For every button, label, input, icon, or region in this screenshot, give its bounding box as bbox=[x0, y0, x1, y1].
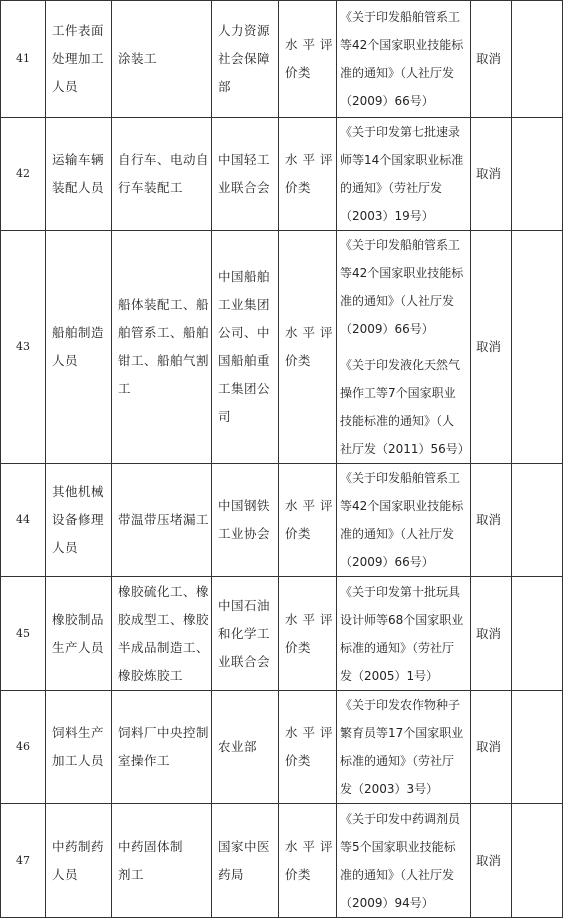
cell-line: 和化学工 bbox=[218, 625, 271, 641]
cell-line: 水 平 评 bbox=[285, 725, 333, 740]
cell-line: 橡胶硫化工、橡 bbox=[118, 583, 210, 599]
cell-line: 半成品制造工、 bbox=[118, 639, 210, 655]
cell-line: 水 平 评 bbox=[285, 37, 333, 52]
remarks-cell bbox=[512, 118, 563, 231]
cell-line: 《关于印发船舶管系工 bbox=[340, 238, 461, 252]
responsible-department bbox=[212, 691, 279, 804]
cell-line: 中国石油 bbox=[218, 597, 271, 613]
occupation-category bbox=[46, 804, 112, 918]
cell-line: 处理加工 bbox=[52, 51, 105, 66]
cell-line: 业联合会 bbox=[218, 653, 271, 669]
cell-line: 人员 bbox=[52, 79, 79, 94]
basis-paragraph bbox=[340, 118, 467, 230]
cell-line: 工集团公 bbox=[218, 381, 271, 396]
table-row bbox=[1, 118, 563, 231]
cell-line: （2003）19号） bbox=[340, 209, 434, 223]
cell-line: 准的通知》（人社厅发 bbox=[340, 867, 455, 882]
cell-line: 的通知》（劳社厅发 bbox=[340, 181, 443, 195]
action-status: 取消 bbox=[471, 231, 512, 464]
cell-line: 技能标准的通知》（人 bbox=[340, 414, 455, 428]
cell-line: 带温带压堵漏工 bbox=[118, 512, 210, 527]
job-title bbox=[112, 691, 212, 804]
cell-line: 自行车、电动自 bbox=[118, 152, 210, 167]
cell-line: （2009）66号） bbox=[340, 322, 434, 336]
cell-line: 设备修理 bbox=[52, 512, 105, 527]
cell-line: 准的通知》（人社厅发 bbox=[340, 294, 455, 308]
row-number: 47 bbox=[1, 804, 46, 918]
responsible-department bbox=[212, 1, 279, 118]
cell-line: 准的通知》（人社厅发 bbox=[340, 527, 455, 541]
cell-line: 水 平 评 bbox=[285, 325, 333, 340]
cell-line: 饲料生产 bbox=[52, 725, 105, 740]
job-title bbox=[112, 577, 212, 691]
basis-paragraph bbox=[340, 464, 467, 576]
job-title bbox=[112, 1, 212, 118]
cell-line: 工业集团 bbox=[218, 297, 271, 312]
occupation-category bbox=[46, 464, 112, 577]
cell-line: 价类 bbox=[285, 353, 312, 368]
cell-line: 价类 bbox=[285, 866, 312, 882]
table-row bbox=[1, 464, 563, 577]
cell-line: 繁育员等17个国家职业 bbox=[340, 726, 464, 740]
cell-line: 《关于印发液化天然气 bbox=[340, 358, 461, 372]
cell-line: 饲料厂中央控制 bbox=[118, 725, 210, 740]
cell-line: 《关于印发第七批速录 bbox=[340, 125, 461, 139]
cell-line: 涂装工 bbox=[118, 51, 158, 66]
cell-line: （2009）66号） bbox=[340, 94, 434, 108]
cell-line: 业联合会 bbox=[218, 180, 271, 195]
cell-line: 《关于印发中药调剂员 bbox=[340, 811, 461, 826]
cell-line: 《关于印发船舶管系工 bbox=[340, 471, 461, 485]
action-status: 取消 bbox=[471, 464, 512, 577]
cell-line: 工件表面 bbox=[52, 23, 105, 38]
cell-line: 室操作工 bbox=[118, 753, 171, 768]
basis-paragraph bbox=[340, 351, 470, 463]
cell-line: 船舶制造 bbox=[52, 325, 105, 340]
occupation-category bbox=[46, 1, 112, 118]
job-title bbox=[112, 464, 212, 577]
cell-line: 师等14个国家职业标准 bbox=[340, 153, 464, 167]
action-status: 取消 bbox=[471, 577, 512, 691]
job-title bbox=[112, 231, 212, 464]
basis-paragraph bbox=[340, 691, 467, 803]
action-status: 取消 bbox=[471, 691, 512, 804]
basis-document bbox=[337, 804, 471, 918]
job-title bbox=[112, 118, 212, 231]
cell-line: 中药固体制 bbox=[118, 838, 184, 854]
action-status: 取消 bbox=[471, 118, 512, 231]
cell-line: 运输车辆 bbox=[52, 152, 105, 167]
cell-line: 国船舶重 bbox=[218, 353, 271, 368]
evaluation-type bbox=[279, 691, 337, 804]
cell-line: 部 bbox=[218, 79, 232, 94]
cell-line: 人员 bbox=[52, 866, 79, 882]
cell-line: 价类 bbox=[285, 180, 312, 195]
cell-line: 《关于印发农作物种子 bbox=[340, 698, 461, 712]
cell-line: 司 bbox=[218, 409, 232, 424]
remarks-cell bbox=[512, 1, 563, 118]
basis-paragraph bbox=[340, 3, 467, 115]
cell-line: 中国船舶 bbox=[218, 269, 271, 284]
cell-line: 装配人员 bbox=[52, 180, 105, 195]
evaluation-type bbox=[279, 464, 337, 577]
table-row bbox=[1, 231, 563, 464]
table-row bbox=[1, 691, 563, 804]
cell-line: 人员 bbox=[52, 540, 79, 555]
remarks-cell bbox=[512, 691, 563, 804]
cell-line: 钳工、船舶气割 bbox=[118, 353, 210, 368]
cell-line: 《关于印发船舶管系工 bbox=[340, 10, 461, 24]
occupation-category bbox=[46, 691, 112, 804]
responsible-department bbox=[212, 231, 279, 464]
cell-line: 标准的通知》（劳社厅 bbox=[340, 640, 455, 655]
basis-document bbox=[337, 691, 471, 804]
cell-line: 发（2005）1号） bbox=[340, 668, 439, 683]
cell-line: 等42个国家职业技能标 bbox=[340, 499, 464, 513]
cell-line: 胶成型工、橡胶 bbox=[118, 611, 210, 627]
cell-line: 行车装配工 bbox=[118, 180, 184, 195]
occupation-category bbox=[46, 231, 112, 464]
cell-line: 加工人员 bbox=[52, 753, 105, 768]
cell-line: 剂工 bbox=[118, 866, 145, 882]
basis-paragraph bbox=[340, 578, 467, 690]
remarks-cell bbox=[512, 231, 563, 464]
remarks-cell bbox=[512, 804, 563, 918]
cell-line: 价类 bbox=[285, 526, 312, 541]
cell-line: 工 bbox=[118, 381, 132, 396]
cell-line: （2009）66号） bbox=[340, 555, 434, 569]
cell-line: 等42个国家职业技能标 bbox=[340, 266, 464, 280]
basis-document bbox=[337, 1, 471, 118]
cell-line: 水 平 评 bbox=[285, 611, 333, 627]
cell-line: 价类 bbox=[285, 639, 312, 655]
cell-line: 橡胶制品 bbox=[52, 611, 105, 627]
responsible-department bbox=[212, 804, 279, 918]
cell-line: （2009）94号） bbox=[340, 895, 434, 910]
cell-line: 水 平 评 bbox=[285, 838, 333, 854]
cell-line: 工业协会 bbox=[218, 526, 271, 541]
evaluation-type bbox=[279, 231, 337, 464]
basis-document bbox=[337, 464, 471, 577]
cell-line: 人员 bbox=[52, 353, 79, 368]
basis-document bbox=[337, 231, 471, 464]
action-status: 取消 bbox=[471, 1, 512, 118]
cell-line: 船体装配工、船 bbox=[118, 297, 210, 312]
cell-line: 社会保障 bbox=[218, 51, 271, 66]
table-body bbox=[1, 1, 563, 918]
evaluation-type bbox=[279, 118, 337, 231]
cell-line: 价类 bbox=[285, 65, 312, 80]
cell-line: 社厅发（2011）56号） bbox=[340, 442, 470, 456]
cell-line: 设计师等68个国家职业 bbox=[340, 612, 464, 627]
cell-line: 国家中医 bbox=[218, 838, 271, 854]
row-number: 42 bbox=[1, 118, 46, 231]
cell-line: 药局 bbox=[218, 866, 245, 882]
evaluation-type bbox=[279, 577, 337, 691]
table-row bbox=[1, 1, 563, 118]
evaluation-type bbox=[279, 804, 337, 918]
table-row bbox=[1, 577, 563, 691]
cell-line: 水 平 评 bbox=[285, 152, 333, 167]
occupation-category bbox=[46, 118, 112, 231]
responsible-department bbox=[212, 464, 279, 577]
action-status: 取消 bbox=[471, 804, 512, 918]
row-number: 41 bbox=[1, 1, 46, 118]
occupation-category bbox=[46, 577, 112, 691]
cell-line: 橡胶炼胶工 bbox=[118, 667, 184, 683]
row-number: 43 bbox=[1, 231, 46, 464]
cell-line: 中国钢铁 bbox=[218, 498, 271, 513]
row-number: 44 bbox=[1, 464, 46, 577]
cell-line: 舶管系工、船舶 bbox=[118, 325, 210, 340]
cell-line: 等42个国家职业技能标 bbox=[340, 38, 464, 52]
remarks-cell bbox=[512, 464, 563, 577]
cell-line: 中国轻工 bbox=[218, 152, 271, 167]
cell-line: 发（2003）3号） bbox=[340, 782, 439, 796]
basis-document bbox=[337, 118, 471, 231]
basis-paragraph bbox=[340, 231, 467, 343]
cell-line: 中药制药 bbox=[52, 838, 105, 854]
cell-line: 公司、中 bbox=[218, 325, 271, 340]
cell-line: 标准的通知》（劳社厅 bbox=[340, 754, 455, 768]
table-row bbox=[1, 804, 563, 918]
evaluation-type bbox=[279, 1, 337, 118]
remarks-cell bbox=[512, 577, 563, 691]
cell-line: 等5个国家职业技能标 bbox=[340, 839, 456, 854]
cell-line: 价类 bbox=[285, 753, 312, 768]
cell-line: 水 平 评 bbox=[285, 498, 333, 513]
basis-paragraph bbox=[340, 805, 467, 917]
cell-line: 准的通知》（人社厅发 bbox=[340, 66, 455, 80]
cell-line: 农业部 bbox=[218, 739, 258, 754]
cell-line: 人力资源 bbox=[218, 23, 271, 38]
job-title bbox=[112, 804, 212, 918]
row-number: 46 bbox=[1, 691, 46, 804]
cell-line: 操作工等7个国家职业 bbox=[340, 386, 456, 400]
responsible-department bbox=[212, 118, 279, 231]
cell-line: 生产人员 bbox=[52, 639, 105, 655]
row-number: 45 bbox=[1, 577, 46, 691]
responsible-department bbox=[212, 577, 279, 691]
cell-line: 其他机械 bbox=[52, 484, 105, 499]
cell-line: 《关于印发第十批玩具 bbox=[340, 584, 461, 599]
basis-document bbox=[337, 577, 471, 691]
